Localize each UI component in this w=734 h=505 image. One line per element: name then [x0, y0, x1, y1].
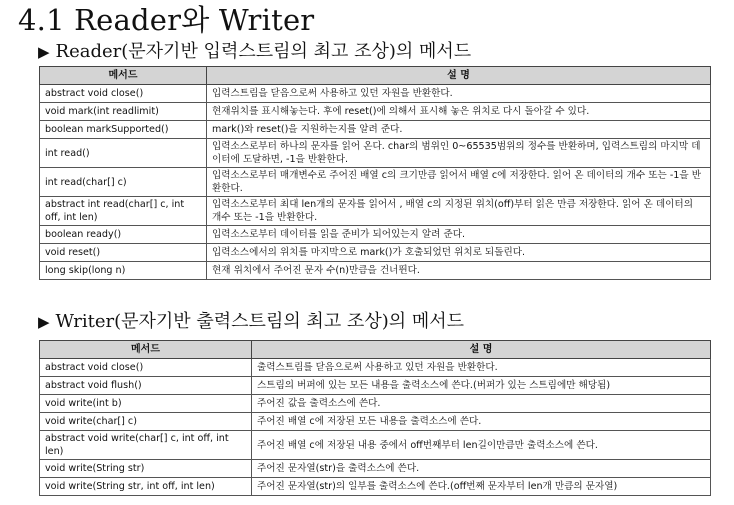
table-row	[40, 413, 711, 431]
table-row	[40, 168, 711, 197]
table-row	[40, 139, 711, 168]
method-cell: void write(String str)	[40, 460, 252, 478]
method-cell: void write(char[] c)	[40, 413, 252, 431]
reader-heading-text: Reader(문자기반 입력스트림의 최고 조상)의 메서드	[55, 41, 472, 62]
method-cell: abstract void close()	[40, 359, 252, 377]
method-cell: boolean ready()	[40, 226, 207, 244]
description-cell: 입력소스로부터 데이터를 읽을 준비가 되어있는지 알려 준다.	[207, 226, 711, 244]
method-cell: void write(int b)	[40, 395, 252, 413]
table-row	[40, 395, 711, 413]
description-column-header: 설 명	[207, 67, 711, 85]
reader-section-heading	[38, 41, 471, 63]
table-row	[40, 121, 711, 139]
description-cell: 주어진 문자열(str)을 출력소스에 쓴다.	[252, 460, 711, 478]
table-header-row	[40, 341, 711, 359]
description-cell: 주어진 배열 c에 저장된 모든 내용을 출력소스에 쓴다.	[252, 413, 711, 431]
triangle-bullet-icon: ▶	[38, 43, 50, 61]
method-cell: int read()	[40, 139, 207, 168]
description-cell: 현재 위치에서 주어진 문자 수(n)만큼을 건너뛴다.	[207, 262, 711, 280]
table-row	[40, 85, 711, 103]
method-cell: long skip(long n)	[40, 262, 207, 280]
reader-methods-table	[39, 66, 711, 280]
table-row	[40, 262, 711, 280]
table-row	[40, 359, 711, 377]
description-cell: mark()와 reset()을 지원하는지를 알려 준다.	[207, 121, 711, 139]
description-cell: 입력스트림을 닫음으로써 사용하고 있던 자원을 반환한다.	[207, 85, 711, 103]
table-row	[40, 103, 711, 121]
description-column-header: 설 명	[252, 341, 711, 359]
table-row	[40, 244, 711, 262]
description-cell: 주어진 문자열(str)의 일부를 출력소스에 쓴다.(off번째 문자부터 len개 만큼의 문자열)	[252, 478, 711, 496]
method-cell: void mark(int readlimit)	[40, 103, 207, 121]
method-column-header: 메서드	[40, 341, 252, 359]
triangle-bullet-icon: ▶	[38, 313, 50, 331]
method-cell: boolean markSupported()	[40, 121, 207, 139]
description-cell: 스트림의 버퍼에 있는 모든 내용을 출력소스에 쓴다.(버퍼가 있는 스트림에만 해당됨)	[252, 377, 711, 395]
method-cell: abstract int read(char[] c, int off, int len)	[40, 197, 207, 226]
table-row	[40, 197, 711, 226]
method-column-header: 메서드	[40, 67, 207, 85]
method-cell: void reset()	[40, 244, 207, 262]
description-cell: 입력소스로부터 매개변수로 주어진 배열 c의 크기만큼 읽어서 배열 c에 저장한다. 읽어 온 데이터의 개수 또는 -1을 반환한다.	[207, 168, 711, 197]
description-cell: 주어진 배열 c에 저장된 내용 중에서 off번째부터 len길이만큼만 출력소스에 쓴다.	[252, 431, 711, 460]
writer-methods-table	[39, 340, 711, 496]
table-row	[40, 460, 711, 478]
description-cell: 현재위치를 표시해놓는다. 후에 reset()에 의해서 표시해 놓은 위치로 다시 돌아갈 수 있다.	[207, 103, 711, 121]
description-cell: 출력스트림를 닫음으로써 사용하고 있던 자원을 반환한다.	[252, 359, 711, 377]
method-cell: abstract void close()	[40, 85, 207, 103]
method-cell: void write(String str, int off, int len)	[40, 478, 252, 496]
description-cell: 입력소스로부터 최대 len개의 문자를 읽어서 , 배열 c의 지정된 위치(off)부터 읽은 만큼 저장한다. 읽어 온 데이터의 개수 또는 -1을 반환한다.	[207, 197, 711, 226]
table-row	[40, 478, 711, 496]
page-title: 4.1 Reader와 Writer	[18, 3, 315, 37]
method-cell: int read(char[] c)	[40, 168, 207, 197]
table-header-row	[40, 67, 711, 85]
method-cell: abstract void flush()	[40, 377, 252, 395]
table-row	[40, 377, 711, 395]
writer-heading-text: Writer(문자기반 출력스트림의 최고 조상)의 메서드	[55, 311, 465, 332]
method-cell: abstract void write(char[] c, int off, int len)	[40, 431, 252, 460]
description-cell: 주어진 값을 출력소스에 쓴다.	[252, 395, 711, 413]
table-row	[40, 226, 711, 244]
description-cell: 입력소스에서의 위치를 마지막으로 mark()가 호출되었던 위치로 되돌린다.	[207, 244, 711, 262]
description-cell: 입력소스로부터 하나의 문자를 읽어 온다. char의 범위인 0~65535범위의 정수를 반환하며, 입력스트림의 마지막 데이터에 도달하면, -1을 반환한다.	[207, 139, 711, 168]
writer-section-heading	[38, 311, 464, 333]
table-row	[40, 431, 711, 460]
